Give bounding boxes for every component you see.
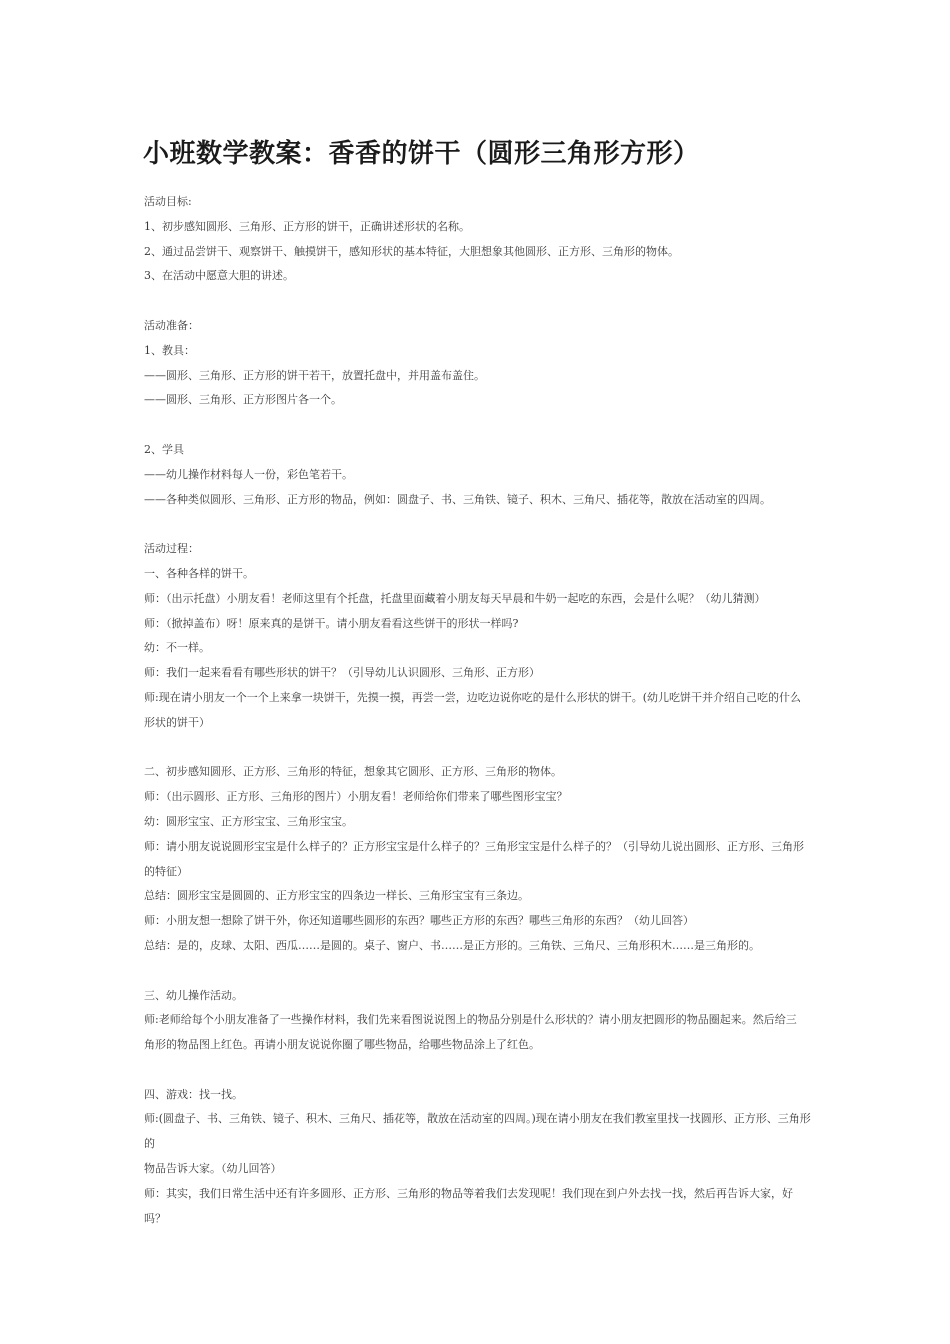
section-4-heading: 四、游戏：找一找。 [144,1087,243,1101]
dialogue-line: 师：请小朋友说说圆形宝宝是什么样子的？正方形宝宝是什么样子的？三角形宝宝是什么样子的？（引导幼儿说出圆形、正方形、三角形 [144,839,804,853]
spacer [144,959,814,984]
dialogue-line: 师:(圆盘子、书、三角铁、镜子、积木、三角尺、插花等，散放在活动室的四周。)现在请小朋友在我们教室里找一找圆形、正方形、三角形的 [144,1112,811,1151]
student-materials-heading: 2、学具 [144,442,184,456]
dialogue-line: 幼：圆形宝宝、正方形宝宝、三角形宝宝。 [144,814,353,828]
preparation-heading: 活动准备： [144,318,199,332]
goals-heading: 活动目标: [144,195,192,208]
student-material-item: ——各种类似圆形、三角形、正方形的物品，例如：圆盘子、书、三角铁、镜子、积木、三角尺、插花等，散放在活动室的四周。 [144,492,771,506]
dialogue-line: 形状的饼干） [144,715,210,729]
spacer [144,413,814,438]
process-heading: 活动过程： [144,542,199,556]
dialogue-line: 角形的物品图上红色。再请小朋友说说你圈了哪些物品，给哪些物品涂上了红色。 [144,1038,540,1052]
spacer [144,512,814,537]
teacher-material-item: ——圆形、三角形、正方形图片各一个。 [144,393,342,407]
student-material-item: ——幼儿操作材料每人一份，彩色笔若干。 [144,467,353,481]
section-2-heading: 二、初步感知圆形、正方形、三角形的特征，想象其它圆形、正方形、三角形的物体。 [144,765,562,779]
goal-item: 1、初步感知圆形、三角形、正方形的饼干，正确讲述形状的名称。 [144,219,470,233]
dialogue-line: 师:现在请小朋友一个一个上来拿一块饼干，先摸一摸，再尝一尝，边吃边说你吃的是什么形状的饼干。(幼儿吃饼干并介绍自己吃的什么 [144,690,801,704]
dialogue-line: 师：其实，我们日常生活中还有许多圆形、正方形、三角形的物品等着我们去发现呢！我们现在到户外去找一找，然后再告诉大家，好吗？ [144,1186,793,1225]
teacher-materials-heading: 1、教具： [144,343,195,357]
section-3-heading: 三、幼儿操作活动。 [144,988,243,1002]
dialogue-line: 师：小朋友想一想除了饼干外，你还知道哪些圆形的东西？哪些正方形的东西？哪些三角形的东西？（幼儿回答） [144,914,694,928]
section-1-heading: 一、各种各样的饼干。 [144,566,254,580]
goal-item: 2、通过品尝饼干、观察饼干、触摸饼干，感知形状的基本特征，大胆想象其他圆形、正方形、三角形的物体。 [144,244,679,258]
dialogue-line: 师：（出示圆形、正方形、三角形的图片）小朋友看！老师给你们带来了哪些图形宝宝？ [144,790,568,804]
dialogue-line: 总结：圆形宝宝是圆圆的、正方形宝宝的四条边一样长、三角形宝宝有三条边。 [144,889,529,903]
dialogue-line: 师：（出示托盘）小朋友看！老师这里有个托盘，托盘里面藏着小朋友每天早晨和牛奶一起吃的东西，会是什么呢？（幼儿猜测） [144,591,766,605]
dialogue-line: 的特征） [144,864,188,878]
dialogue-line: 师:老师给每个小朋友准备了一些操作材料，我们先来看图说说图上的物品分别是什么形状的？请小朋友把圆形的物品圈起来。然后给三 [144,1013,797,1027]
teacher-material-item: ——圆形、三角形、正方形的饼干若干，放置托盘中，并用盖布盖住。 [144,368,485,382]
dialogue-line: 总结：是的，皮球、太阳、西瓜……是圆的。桌子、窗户、书……是正方形的。三角铁、三角尺、三角形积木……是三角形的。 [144,938,760,952]
dialogue-line: 师：（掀掉盖布）呀！原来真的是饼干。请小朋友看看这些饼干的形状一样吗? [144,616,519,630]
page-title: 小班数学教案：香香的饼干（圆形三角形方形） [143,139,700,169]
goal-item: 3、在活动中愿意大胆的讲述。 [144,269,294,283]
spacer [144,736,814,761]
document-body [144,190,814,1231]
dialogue-line: 师：我们一起来看看有哪些形状的饼干？（引导幼儿认识圆形、三角形、正方形） [144,666,540,680]
dialogue-line: 幼：不一样。 [144,641,210,655]
spacer [144,289,814,314]
dialogue-line: 物品告诉大家。（幼儿回答） [144,1162,282,1176]
spacer [144,1058,814,1083]
